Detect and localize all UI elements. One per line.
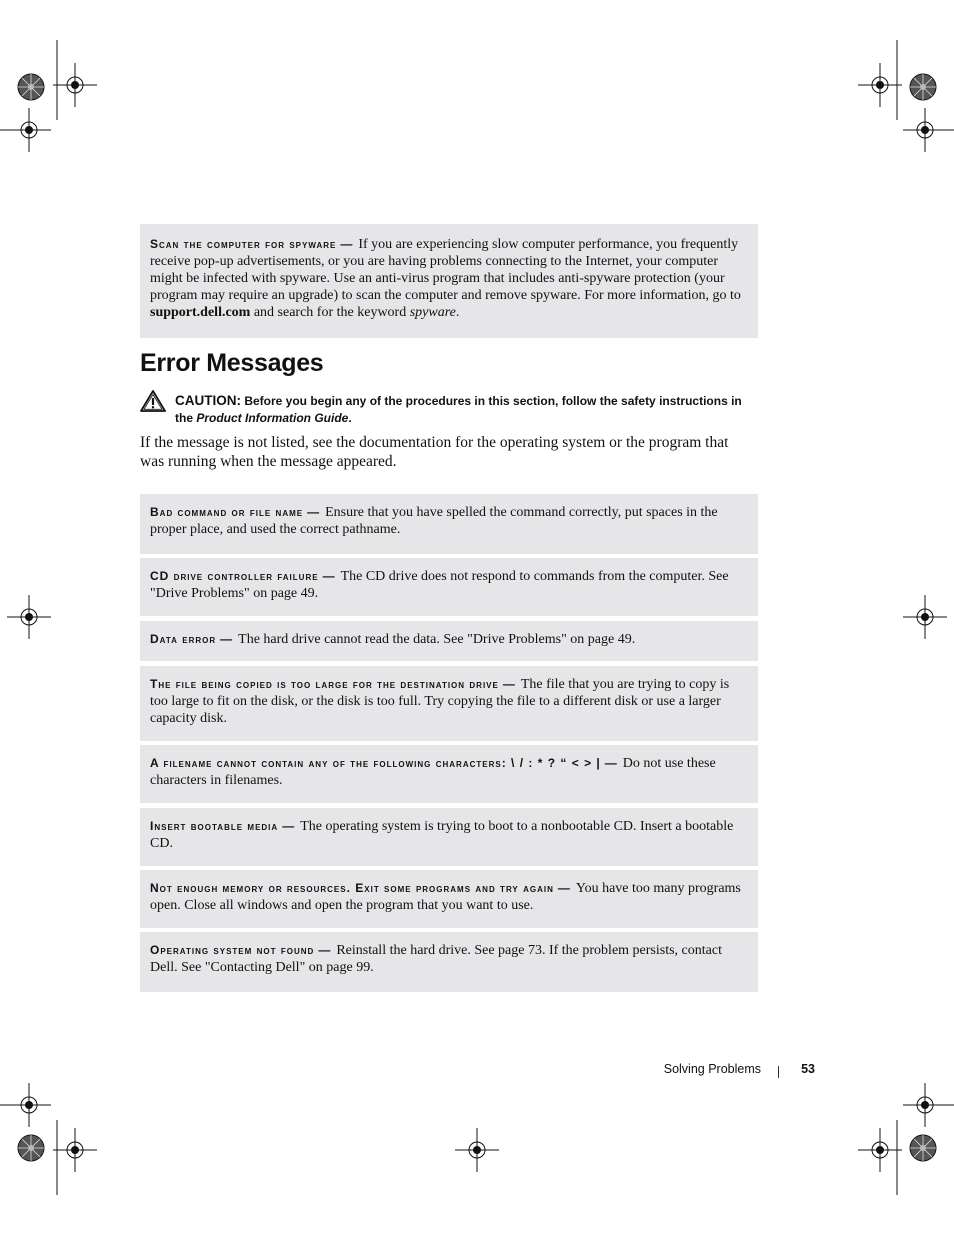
error-dash: — [282,819,295,833]
footer-section-name: Solving Problems [663,1062,761,1076]
error-body: Do not use these characters in filenames. [150,756,716,788]
section-title: Error Messages [140,349,324,377]
spyware-tip-body: If you are experiencing slow computer performance, you frequently receive pop-up advertisements, or you are having problems connecting to the Internet, your computer might be infected with spyware. Use an anti-virus program that includes anti-spyware protection (your program may require an upgrade) to scan the computer and remove spyware. For more information, go to [150,237,741,303]
caution-text: Before you begin any of the procedures in this section, follow the safety instructions in the [175,394,742,425]
error-heading: CD drive controller failure [150,569,319,583]
error-dash: — [220,632,233,646]
error-heading: Operating system not found [150,943,315,957]
error-dash: — [557,881,570,895]
caution-label: CAUTION: [175,393,241,408]
error-dash: — [318,943,331,957]
intro-paragraph: If the message is not listed, see the documentation for the operating system or the program that was running when the message appeared. [140,434,729,470]
support-link[interactable]: support.dell.com [150,305,251,320]
error-heading: The file being copied is too large for the destination drive [150,677,499,691]
error-dash: — [307,505,320,519]
page-number: 53 [801,1062,815,1076]
error-body: The CD drive does not respond to commands from the computer. See "Drive Problems" on page 49. [150,569,729,601]
error-heading: A filename cannot contain any of the following characters: \ / : * ? “ < > | [150,756,601,770]
spyware-tip-body-mid: and search for the keyword [250,305,410,320]
error-heading: Not enough memory or resources. Exit some programs and try again [150,881,554,895]
error-heading: Bad command or file name [150,505,304,519]
error-body: The file that you are trying to copy is too large to fit on the disk, or the disk is too full. Try copying the file to a different disk or use a larger capacity disk. [150,677,730,726]
error-dash: — [604,756,617,770]
spyware-tip-heading: Scan the computer for spyware [150,237,337,251]
error-dash: — [322,569,335,583]
error-body: The hard drive cannot read the data. See "Drive Problems" on page 49. [238,632,636,647]
spyware-keyword: spyware [409,305,456,320]
error-body: Ensure that you have spelled the command correctly, put spaces in the proper place, and used the correct pathname. [150,505,718,537]
caution-guide-title: Product Information Guide [196,411,349,425]
error-heading: Data error [150,632,217,646]
error-heading: Insert bootable media [150,819,279,833]
error-body: You have too many programs open. Close all windows and open the program that you want to use. [150,881,741,913]
error-body: The operating system is trying to boot to a nonbootable CD. Insert a bootable CD. [150,819,734,851]
error-dash: — [502,677,515,691]
spyware-tip-end: . [455,305,460,320]
spyware-tip-dash: — [340,237,353,251]
caution-end: . [348,411,352,425]
error-body: Reinstall the hard drive. See page 73. If the problem persists, contact Dell. See "Contacting Dell" on page 99. [150,943,722,975]
